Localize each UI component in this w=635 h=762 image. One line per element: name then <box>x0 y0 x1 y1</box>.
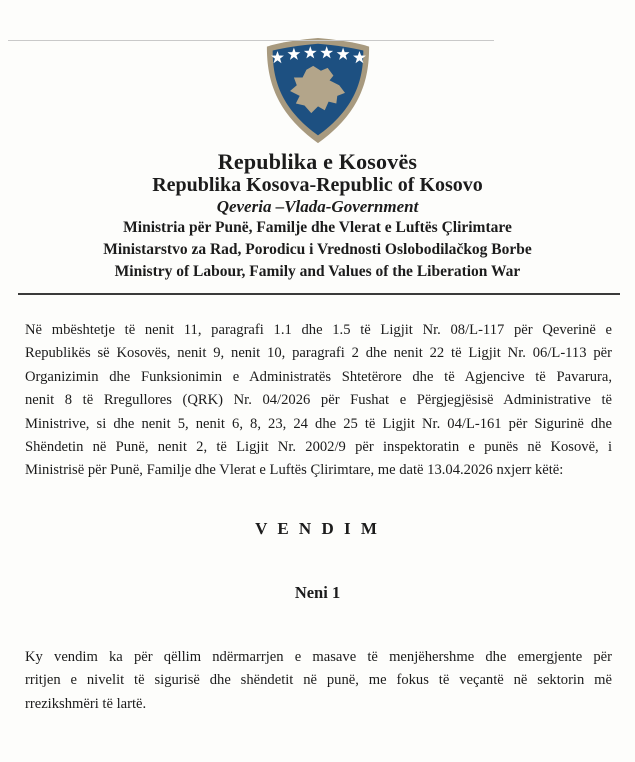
document-page <box>0 37 635 716</box>
preamble-line: Ministrisë për Punë, Familje dhe Vlerat e Luftës Çlirimtare, me datë 13.04.2026 nxjerr këtë: <box>25 462 564 479</box>
state-title-albanian: Republika e Kosovës <box>217 149 418 174</box>
preamble-paragraph <box>25 319 612 483</box>
ministry-name-albanian: Ministria për Punë, Familje dhe Vlerat e Luftës Çlirimtare <box>123 219 512 236</box>
document-body <box>0 319 635 716</box>
article-1-line: rrezikshmëri të lartë. <box>25 695 147 712</box>
article-1-line: Ky vendim ka për qëllim ndërmarrjen e masave të menjëhershme dhe emergjente për <box>25 648 612 665</box>
kosovo-coat-of-arms-icon <box>257 37 379 145</box>
article-1-paragraph <box>25 646 612 716</box>
ministry-name-english: Ministry of Labour, Family and Values of the Liberation War <box>114 263 521 280</box>
preamble-line: Organizimin dhe Funksionimin e Administratës Shtetërore dhe të Agjencive të Pavarura, <box>25 368 612 385</box>
government-line: Qeveria –Vlada-Government <box>216 197 419 216</box>
state-title-multilingual: Republika Kosova-Republic of Kosovo <box>152 174 483 196</box>
preamble-line: Shëndetin në Punë, nenit 2, të Ligjit Nr. 2002/9 për inspektoratin e punës në Kosovë, i <box>25 439 612 456</box>
preamble-line: Në mbështetje të nenit 11, paragrafi 1.1 dhe 1.5 të Ligjit Nr. 08/L-117 për Qeverinë e <box>25 322 612 338</box>
article-1-title: Neni 1 <box>294 582 341 602</box>
header-divider <box>18 293 620 295</box>
ministry-name-serbian: Ministarstvo za Rad, Porodicu i Vrednosti Oslobodilačkog Borbe <box>103 241 532 258</box>
scan-artifact-line <box>8 40 494 41</box>
document-header <box>0 37 635 283</box>
preamble-line: Republikës së Kosovës, nenit 9, nenit 10, paragrafi 2 dhe nenit 22 të Ligjit Nr. 06/L-113 për <box>25 345 612 362</box>
article-1-line: rritjen e nivelit të sigurisë dhe shëndetit në punë, me fokus të veçantë në sektorin më <box>25 672 612 689</box>
preamble-line: nenit 8 të Rregullores (QRK) Nr. 04/2026 për Fushat e Përgjegjësisë Administrative të <box>25 392 612 409</box>
decision-title: V E N D I M <box>255 518 380 538</box>
preamble-line: Ministrive, si dhe nenit 5, nenit 6, 8, 23, 24 dhe 25 të Ligjit Nr. 04/L-161 për Sigurinë dhe <box>25 415 612 432</box>
